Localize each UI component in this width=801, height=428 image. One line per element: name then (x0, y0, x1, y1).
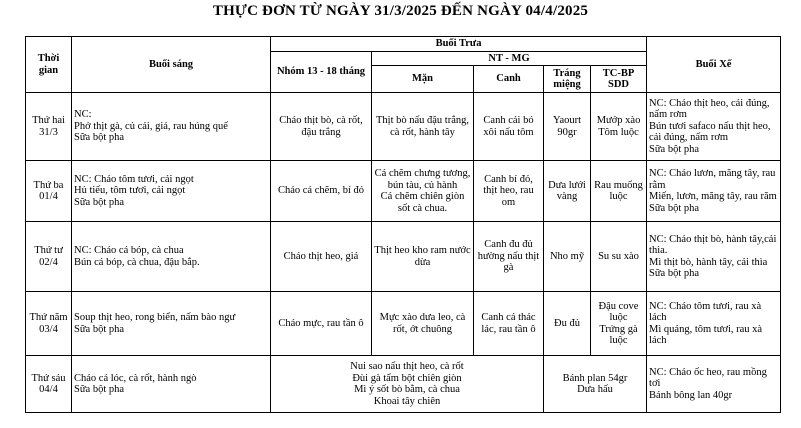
header-buoi-xe: Buổi Xế (647, 37, 781, 93)
header-tc-bp: TC-BP SDD (591, 66, 647, 93)
tc-bp-cell: Su su xào (591, 222, 647, 292)
nhom-cell: Cháo thịt bò, cà rốt, đậu trắng (271, 93, 372, 161)
trang-mieng-cell: Dưa lưới vàng (544, 161, 591, 222)
afternoon-cell: NC: Cháo thịt bò, hành tây,cải thìa. Mì thịt bò, hành tây, cải thìa Sữa bột pha (647, 222, 781, 292)
trang-mieng-cell: Nho mỹ (544, 222, 591, 292)
menu-table (25, 36, 781, 413)
table-row (26, 292, 781, 356)
breakfast-cell: NC: Cháo tôm tươi, cải ngọt Hủ tiếu, tôm tươi, cải ngọt Sữa bột pha (72, 161, 271, 222)
header-thoi-gian: Thời gian (26, 37, 72, 93)
table-row (26, 93, 781, 161)
friday-side-cell: Bánh plan 54gr Dưa hấu (544, 356, 647, 413)
day-cell: Thứ năm 03/4 (26, 292, 72, 356)
afternoon-cell: NC: Cháo thịt heo, cải đúng, nấm rơm Bún tươi safaco nấu thịt heo, cải đúng, nấm rơm Sữa bột pha (647, 93, 781, 161)
man-cell: Cá chẽm chưng tương, bún tàu, củ hành Cá chẽm chiên giòn sốt cà chua. (372, 161, 474, 222)
canh-cell: Canh cá thác lác, rau tần ô (474, 292, 544, 356)
breakfast-cell: Cháo cá lóc, cà rốt, hành ngò Sữa bột pha (72, 356, 271, 413)
table-row (26, 161, 781, 222)
afternoon-cell: NC: Cháo lươn, măng tây, rau rằm Miến, lươn, măng tây, rau răm Sữa bột pha (647, 161, 781, 222)
header-buoi-trua: Buổi Trưa (271, 37, 647, 52)
nhom-cell: Cháo thịt heo, giá (271, 222, 372, 292)
header-trang-mieng: Tráng miệng (544, 66, 591, 93)
man-cell: Mực xào dưa leo, cà rốt, ớt chuông (372, 292, 474, 356)
tc-bp-cell: Rau muống luộc (591, 161, 647, 222)
nhom-cell: Cháo mực, rau tần ô (271, 292, 372, 356)
header-nt-mg: NT - MG (372, 51, 647, 66)
trang-mieng-cell: Yaourt 90gr (544, 93, 591, 161)
header-canh: Canh (474, 66, 544, 93)
day-cell: Thứ hai 31/3 (26, 93, 72, 161)
canh-cell: Canh cải bó xôi nấu tôm (474, 93, 544, 161)
breakfast-cell: NC: Cháo cá bóp, cà chua Bún cá bóp, cà chua, đậu bắp. (72, 222, 271, 292)
tc-bp-cell: Đậu cove luộc Trứng gà luộc (591, 292, 647, 356)
canh-cell: Canh đu đủ hường nấu thịt gà (474, 222, 544, 292)
man-cell: Thịt heo kho ram nước dừa (372, 222, 474, 292)
breakfast-cell: NC: Phở thịt gà, củ cải, giá, rau húng quế Sữa bột pha (72, 93, 271, 161)
breakfast-cell: Soup thịt heo, rong biển, nấm bào ngư Sữa bột pha (72, 292, 271, 356)
tc-bp-cell: Mướp xào Tôm luộc (591, 93, 647, 161)
friday-main-cell: Nui sao nấu thịt heo, cà rốt Đùi gà tẩm bột chiên giòn Mì ý sốt bò bằm, cà chua Khoai tây chiên (271, 356, 544, 413)
header-man: Mặn (372, 66, 474, 93)
afternoon-cell: NC: Cháo tôm tươi, rau xà lách Mì quảng, tôm tươi, rau xà lách (647, 292, 781, 356)
table-row (26, 222, 781, 292)
man-cell: Thịt bò nấu đậu trắng, cà rốt, hành tây (372, 93, 474, 161)
day-cell: Thứ sáu 04/4 (26, 356, 72, 413)
afternoon-cell: NC: Cháo ốc heo, rau mồng tơi Bánh bông lan 40gr (647, 356, 781, 413)
nhom-cell: Cháo cá chẽm, bí đỏ (271, 161, 372, 222)
trang-mieng-cell: Đu đủ (544, 292, 591, 356)
table-row (26, 356, 781, 413)
header-buoi-sang: Buổi sáng (72, 37, 271, 93)
page-title: THỰC ĐƠN TỪ NGÀY 31/3/2025 ĐẾN NGÀY 04/4/2025 (212, 3, 589, 19)
day-cell: Thứ tư 02/4 (26, 222, 72, 292)
header-nhom: Nhóm 13 - 18 tháng (271, 51, 372, 93)
day-cell: Thứ ba 01/4 (26, 161, 72, 222)
canh-cell: Canh bí đỏ, thịt heo, rau om (474, 161, 544, 222)
